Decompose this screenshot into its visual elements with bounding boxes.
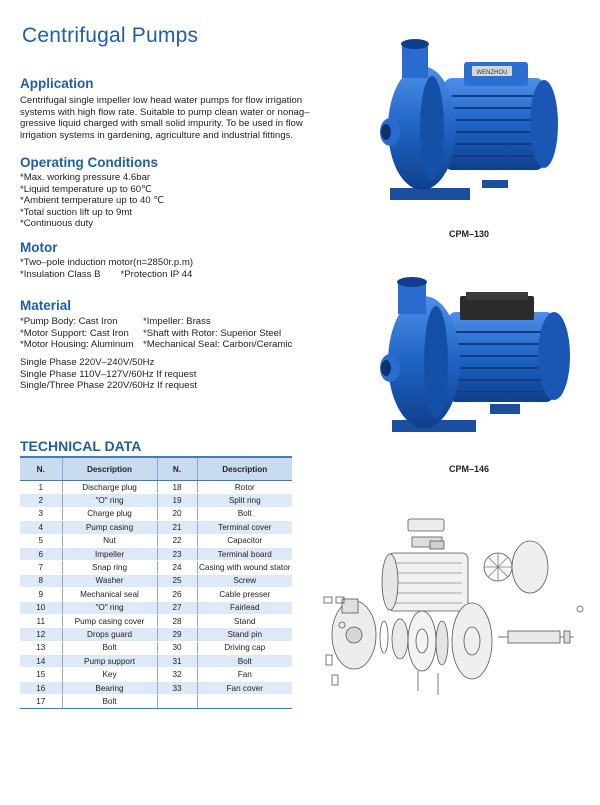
part-number-cell: 13 — [20, 641, 62, 654]
table-row — [20, 494, 292, 507]
table-row — [20, 588, 292, 601]
application-heading: Application — [20, 76, 94, 91]
part-number-cell: 12 — [20, 628, 62, 641]
operating-item: *Max. working pressure 4.6bar — [20, 172, 151, 183]
table-row — [20, 601, 292, 614]
phase-list — [20, 357, 197, 392]
table-row — [20, 655, 292, 668]
part-number-cell: 25 — [157, 574, 197, 587]
part-number-cell: 32 — [157, 668, 197, 681]
part-number-cell: 26 — [157, 588, 197, 601]
part-number-cell: 8 — [20, 574, 62, 587]
operating-item: *Total suction lift up to 9mt — [20, 206, 132, 218]
operating-item: *Ambient temperature up to 40 ℃ — [20, 195, 165, 207]
phase-item: Single/Three Phase 220V/60Hz If request — [20, 380, 198, 392]
part-number-cell: 10 — [20, 601, 62, 614]
part-number-cell: 22 — [157, 534, 197, 547]
table-row — [20, 574, 292, 587]
motor-insulation: *Insulation Class B — [20, 268, 101, 280]
material-right-list — [143, 316, 292, 351]
part-number-cell: 1 — [20, 481, 62, 494]
table-row — [20, 507, 292, 520]
part-number-cell: 28 — [157, 614, 197, 627]
motor-heading: Motor — [20, 240, 58, 255]
part-description-cell: Snap ring — [62, 561, 157, 574]
part-number-cell: 29 — [157, 628, 197, 641]
pump-cpm146-illustration — [372, 276, 582, 444]
table-header-row — [20, 457, 292, 481]
material-heading: Material — [20, 298, 72, 313]
table-row — [20, 628, 292, 641]
part-number-cell: 5 — [20, 534, 62, 547]
part-description-cell: Washer — [62, 574, 157, 587]
table-row — [20, 547, 292, 560]
part-number-cell: 16 — [20, 681, 62, 694]
part-number-cell: 30 — [157, 641, 197, 654]
part-description-cell: Bolt — [197, 655, 292, 668]
motor-protection: *Protection IP 44 — [120, 268, 193, 280]
table-row — [20, 534, 292, 547]
part-number-cell: 11 — [20, 614, 62, 627]
part-description-cell: Fan — [197, 668, 292, 681]
exploded-view-diagram — [318, 505, 588, 705]
phase-item: Single Phase 220V–240V/50Hz — [20, 357, 155, 368]
header-description: Description — [197, 457, 292, 481]
part-description-cell: Casing with wound stator — [197, 561, 292, 574]
part-description-cell: Impeller — [62, 547, 157, 560]
part-description-cell: Bearing — [62, 681, 157, 694]
part-description-cell: Split ring — [197, 494, 292, 507]
part-number-cell: 20 — [157, 507, 197, 520]
part-description-cell: Screw — [197, 574, 292, 587]
part-description-cell: Bolt — [62, 641, 157, 654]
part-number-cell: 7 — [20, 561, 62, 574]
pump-cpm130-illustration — [372, 38, 572, 218]
part-description-cell: Pump support — [62, 655, 157, 668]
application-line: systems with high flow rate. Suitable to pump clean water or nonag– — [20, 106, 310, 118]
material-item: *Motor Housing: Aluminum — [20, 339, 134, 351]
material-item: *Pump Body: Cast Iron — [20, 316, 118, 327]
table-row — [20, 481, 292, 494]
part-description-cell: Terminal cover — [197, 521, 292, 534]
part-number-cell: 33 — [157, 681, 197, 694]
table-row — [20, 668, 292, 681]
technical-data-table — [20, 456, 292, 709]
application-line: Centrifugal single impeller low head water pumps for flow irrigation — [20, 95, 303, 106]
part-description-cell: Bolt — [197, 507, 292, 520]
table-row — [20, 561, 292, 574]
part-number-cell: 24 — [157, 561, 197, 574]
phase-item: Single Phase 110V–127V/60Hz If request — [20, 368, 197, 380]
material-item: *Mechanical Seal: Carbon/Ceramic — [143, 339, 293, 351]
part-description-cell: Rotor — [197, 481, 292, 494]
table-row — [20, 695, 292, 708]
motor-list — [20, 257, 193, 280]
part-description-cell: Charge plug — [62, 507, 157, 520]
application-line: irrigation systems in gardening, agriculture and industrial fittings. — [20, 129, 294, 141]
part-description-cell: Nut — [62, 534, 157, 547]
part-number-cell: 2 — [20, 494, 62, 507]
part-description-cell: Pump casing — [62, 521, 157, 534]
part-number-cell: 9 — [20, 588, 62, 601]
operating-list — [20, 172, 164, 230]
part-number-cell: 3 — [20, 507, 62, 520]
application-line: gressive liquid charged with small solid impurity. To be used in flow — [20, 118, 303, 130]
operating-item: *Liquid temperature up to 60℃ — [20, 183, 152, 195]
part-number-cell: 27 — [157, 601, 197, 614]
nameplate-text-1: WENZHOU — [476, 70, 508, 76]
page-title: Centrifugal Pumps — [22, 24, 199, 47]
technical-data-heading: TECHNICAL DATA — [20, 438, 142, 454]
table-row — [20, 521, 292, 534]
part-description-cell: Stand pin — [197, 628, 292, 641]
part-number-cell: 23 — [157, 547, 197, 560]
table-row — [20, 641, 292, 654]
header-description: Description — [62, 457, 157, 481]
part-description-cell: Fan cover — [197, 681, 292, 694]
part-description-cell: Key — [62, 668, 157, 681]
motor-item: *Two–pole induction motor(n=2850r.p.m) — [20, 257, 194, 268]
part-description-cell: Pump casing cover — [62, 614, 157, 627]
part-description-cell: "O" ring — [62, 601, 157, 614]
operating-item: *Continuous duty — [20, 218, 94, 230]
part-number-cell: 31 — [157, 655, 197, 668]
part-number-cell: 14 — [20, 655, 62, 668]
operating-heading: Operating Conditions — [20, 155, 158, 170]
header-number: N. — [157, 457, 197, 481]
part-number-cell: 18 — [157, 481, 197, 494]
part-number-cell: 6 — [20, 547, 62, 560]
table-row — [20, 614, 292, 627]
header-number: N. — [20, 457, 62, 481]
part-number-cell: 21 — [157, 521, 197, 534]
material-item: *Motor Support: Cast Iron — [20, 327, 129, 339]
part-number-cell — [157, 695, 197, 708]
part-number-cell: 17 — [20, 695, 62, 708]
part-description-cell: Driving cap — [197, 641, 292, 654]
material-item: *Impeller: Brass — [143, 316, 211, 327]
part-description-cell: Mechanical seal — [62, 588, 157, 601]
part-description-cell: Cable presser — [197, 588, 292, 601]
part-number-cell: 15 — [20, 668, 62, 681]
part-description-cell — [197, 695, 292, 708]
part-description-cell: Stand — [197, 614, 292, 627]
part-description-cell: Terminal board — [197, 547, 292, 560]
part-description-cell: Fairlead — [197, 601, 292, 614]
pump-cpm130-caption: CPM–130 — [449, 229, 490, 239]
part-number-cell: 4 — [20, 521, 62, 534]
application-text — [20, 95, 310, 141]
part-description-cell: Drops guard — [62, 628, 157, 641]
part-description-cell: Capacitor — [197, 534, 292, 547]
pump-cpm146-caption: CPM–146 — [449, 464, 490, 474]
part-description-cell: "O" ring — [62, 494, 157, 507]
table-row — [20, 681, 292, 694]
material-left-list — [20, 316, 134, 351]
part-description-cell: Discharge plug — [62, 481, 157, 494]
material-item: *Shaft with Rotor: Superior Steel — [143, 327, 282, 339]
part-number-cell: 19 — [157, 494, 197, 507]
motor-item — [20, 269, 193, 281]
part-description-cell: Bolt — [62, 695, 157, 708]
